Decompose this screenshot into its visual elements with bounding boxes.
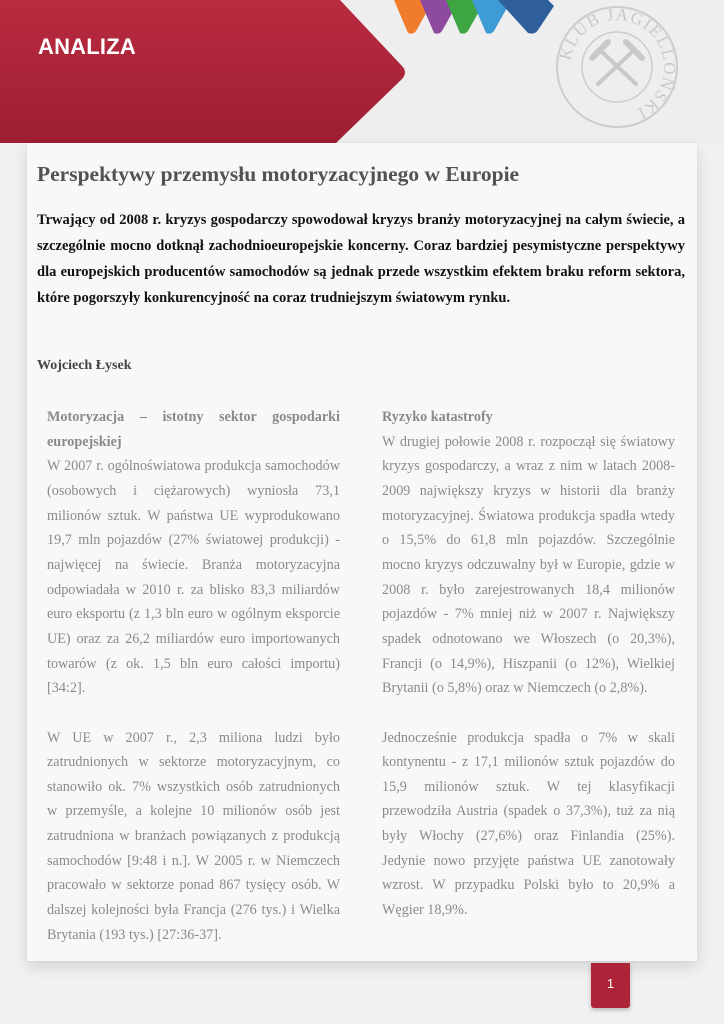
right-column-heading: Ryzyko katastrofy xyxy=(382,409,493,425)
paragraph-gap xyxy=(382,701,675,726)
colored-tabs xyxy=(390,0,560,36)
page-number-tab xyxy=(591,963,630,1008)
article-title: Perspektywy przemysłu motoryzacyjnego w Europie xyxy=(37,162,520,186)
article-author: Wojciech Łysek xyxy=(37,358,132,373)
banner-shape xyxy=(0,0,405,143)
right-paragraph-2: Jednocześnie produkcja spadła o 7% w skali kontynentu - z 17,1 milionów sztuk pojazdów do 15,9 milionów sztuk. W tej klasyfikacji przewodziła Austria (spadek o 37,3%), tuż za nią były Włochy (27,6%) oraz Finlandia (25%). Jedynie nowo przyjęte państwa UE zanotowały wzrost. W przypadku Polski było to 20,9% a Węgier 18,9%. xyxy=(382,729,675,919)
section-label: ANALIZA xyxy=(38,34,136,59)
club-stamp-logo xyxy=(554,4,680,130)
svg-text:KLUB JAGIELLOŃSKI: KLUB JAGIELLOŃSKI xyxy=(555,4,680,124)
tab-navy xyxy=(498,0,554,34)
article-lead: Trwający od 2008 r. kryzys gospodarczy spowodował kryzys branży motoryzacyjnej na całym świecie, a szczególnie mocno dotknął zachodnioeuropejskie koncerny. Coraz bardziej pesymistyczne perspektywy dla europejskich producentów samochodów są jednak przede wszystkim efektem braku reform sektora, które pogorszyły konkurencyjność na coraz trudniejszym światowym rynku. xyxy=(37,212,685,306)
section-banner xyxy=(0,0,410,143)
left-paragraph-1: W 2007 r. ogólnoświatowa produkcja samochodów (osobowych i ciężarowych) wyniosła 73,1 milionów sztuk. W państwa UE wyprodukowano 19,7 mln pojazdów (27% światowej produkcji) - najwięcej na świecie. Branża motoryzacyjna odpowiadała w 2010 r. za blisko 83,3 miliardów euro eksportu (z 1,3 bln euro w ogólnym eksporcie UE) oraz za 26,2 miliardów euro importowanych towarów (z ok. 1,5 bln euro całości importu) [34:2]. xyxy=(47,458,340,697)
crossed-hammers-icon xyxy=(592,42,642,84)
left-column xyxy=(47,405,340,947)
right-column xyxy=(382,405,675,923)
left-column-heading: Motoryzacja – istotny sektor gospodarki europejskiej xyxy=(47,409,340,450)
left-paragraph-2: W UE w 2007 r., 2,3 miliona ludzi było zatrudnionych w sektorze motoryzacyjnym, co stanowiło ok. 7% wszystkich osób zatrudnionych w przemyśle, a kolejne 10 milionów osób jest zatrudniona w branżach powiązanych z produkcją samochodów [9:48 i n.]. W 2005 r. w Niemczech pracowało w sektorze ponad 867 tysięcy osób. W dalszej kolejności była Francja (276 tys.) i Wielka Brytania (193 tys.) [27:36-37]. xyxy=(47,729,340,943)
page-number: 1 xyxy=(606,976,615,991)
paragraph-gap xyxy=(47,701,340,726)
right-paragraph-1: W drugiej połowie 2008 r. rozpoczął się światowy kryzys gospodarczy, a wraz z nim w latach 2008-2009 największy kryzys w historii dla branży motoryzacyjnej. Światowa produkcja spadła wtedy o 15,5% do 61,8 mln pojazdów. Szczególnie mocno kryzys odczuwalny był w Europie, gdzie w 2008 r. było zarejestrowanych 18,4 milionów pojazdów - 7% mniej niż w 2007 r. Największy spadek odnotowano we Włoszech (o 20,3%), Francji (o 14,9%), Hiszpanii (o 12%), Wielkiej Brytanii (o 5,8%) oraz w Niemczech (o 2,8%). xyxy=(382,433,675,697)
